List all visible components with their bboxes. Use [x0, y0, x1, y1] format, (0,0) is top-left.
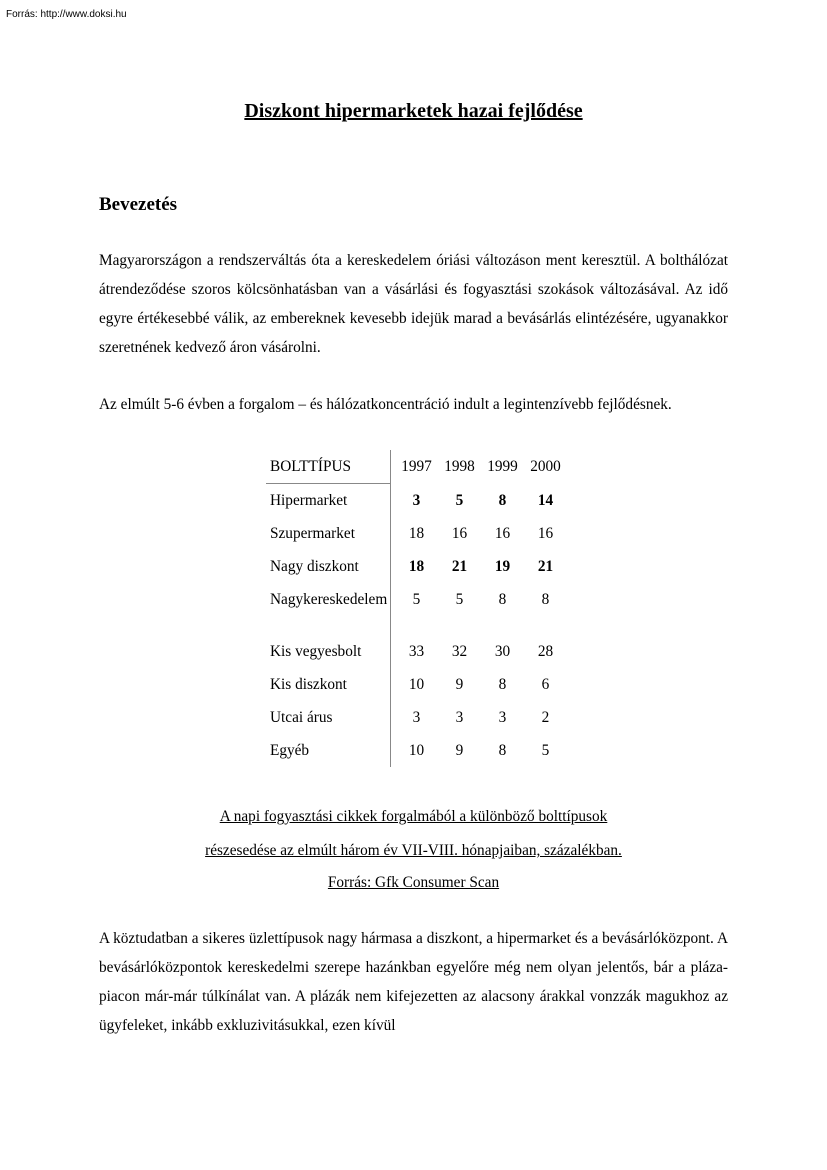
cell-value: 5 [455, 491, 464, 509]
source-note: Forrás: http://www.doksi.hu [6, 9, 127, 20]
table-caption-line-2: részesedése az elmúlt három év VII-VIII. hónapjaiban, százalékban. [205, 842, 622, 859]
table-caption-source: Forrás: Gfk Consumer Scan [327, 874, 500, 891]
table-caption-line-1: A napi fogyasztási cikkek forgalmából a különböző bolttípusok [219, 808, 608, 825]
store-types-paragraph: A köztudatban a sikeres üzlettípusok nagy hármasa a diszkont, a hipermarket és a bevásárlóközpont. A bevásárlóközpontok kereskedelmi szerepe hazánkban egyelőre még nem olyan jelentős, bár a pláza-piacon már-már túlkínálat van. A plázák nem kifejezetten az alacsony árakkal vonzzák magukhoz az ügyfeleket, inkább exkluzivitásukkal, ezen kívül [99, 930, 728, 1034]
table-row [266, 517, 567, 550]
cell-value: 6 [541, 675, 550, 693]
store-type-table-wrapper [266, 450, 568, 767]
cell-value: 16 [494, 524, 511, 542]
store-type-table [266, 450, 568, 767]
table-row [266, 668, 567, 701]
cell-value: 5 [412, 590, 421, 608]
cell-value: 32 [451, 642, 468, 660]
cell-value: 8 [498, 590, 507, 608]
row-label: Egyéb [266, 734, 391, 767]
cell-value: 10 [408, 675, 425, 693]
section-heading: Bevezetés [99, 194, 178, 215]
cell-value: 3 [498, 708, 507, 726]
cell-value: 33 [408, 642, 425, 660]
cell-value: 9 [455, 741, 464, 759]
cell-value: 8 [498, 491, 507, 509]
header-year-2000: 2000 [530, 458, 561, 475]
cell-value: 8 [541, 590, 550, 608]
row-label: Kis diszkont [266, 668, 391, 701]
header-year-1997: 1997 [401, 458, 432, 475]
table-row [266, 701, 567, 734]
header-year-1998: 1998 [444, 458, 475, 475]
row-label: Hipermarket [266, 484, 391, 517]
cell-value: 5 [541, 741, 550, 759]
page-title: Diszkont hipermarketek hazai fejlődése [244, 100, 583, 122]
cell-value: 10 [408, 741, 425, 759]
row-label: Nagy diszkont [266, 550, 391, 583]
cell-value: 2 [541, 708, 550, 726]
cell-value: 5 [455, 590, 464, 608]
cell-value: 21 [451, 557, 468, 575]
table-row [266, 635, 567, 668]
cell-value: 8 [498, 741, 507, 759]
cell-value: 3 [412, 708, 421, 726]
cell-value: 16 [537, 524, 554, 542]
cell-value: 30 [494, 642, 511, 660]
cell-value: 8 [498, 675, 507, 693]
cell-value: 18 [408, 524, 425, 542]
row-label: Nagykereskedelem [266, 583, 391, 635]
table-row [266, 550, 567, 583]
row-label: Utcai árus [266, 701, 391, 734]
cell-value: 3 [412, 491, 421, 509]
concentration-paragraph: Az elmúlt 5-6 évben a forgalom – és hálózatkoncentráció indult a legintenzívebb fejlődésnek. [99, 396, 672, 413]
table-row [266, 583, 567, 635]
cell-value: 16 [451, 524, 468, 542]
cell-value: 9 [455, 675, 464, 693]
cell-value: 28 [537, 642, 554, 660]
table-header-row [266, 450, 567, 484]
table-row [266, 734, 567, 767]
header-year-1999: 1999 [487, 458, 518, 475]
cell-value: 19 [494, 557, 511, 575]
cell-value: 18 [408, 557, 425, 575]
row-label: Szupermarket [266, 517, 391, 550]
intro-paragraph: Magyarországon a rendszerváltás óta a kereskedelem óriási változáson ment keresztül. A bolthálózat átrendeződése szoros kölcsönhatásban van a vásárlási és fogyasztási szokások változásával. Az idő egyre értékesebbé válik, az embereknek kevesebb idejük marad a bevásárlás elintézésére, ugyanakkor szeretnének kedvező áron vásárolni. [99, 252, 728, 356]
cell-value: 14 [537, 491, 554, 509]
header-store-type: BOLTTÍPUS [266, 450, 391, 484]
table-row [266, 484, 567, 517]
cell-value: 3 [455, 708, 464, 726]
cell-value: 21 [537, 557, 554, 575]
row-label: Kis vegyesbolt [266, 635, 391, 668]
